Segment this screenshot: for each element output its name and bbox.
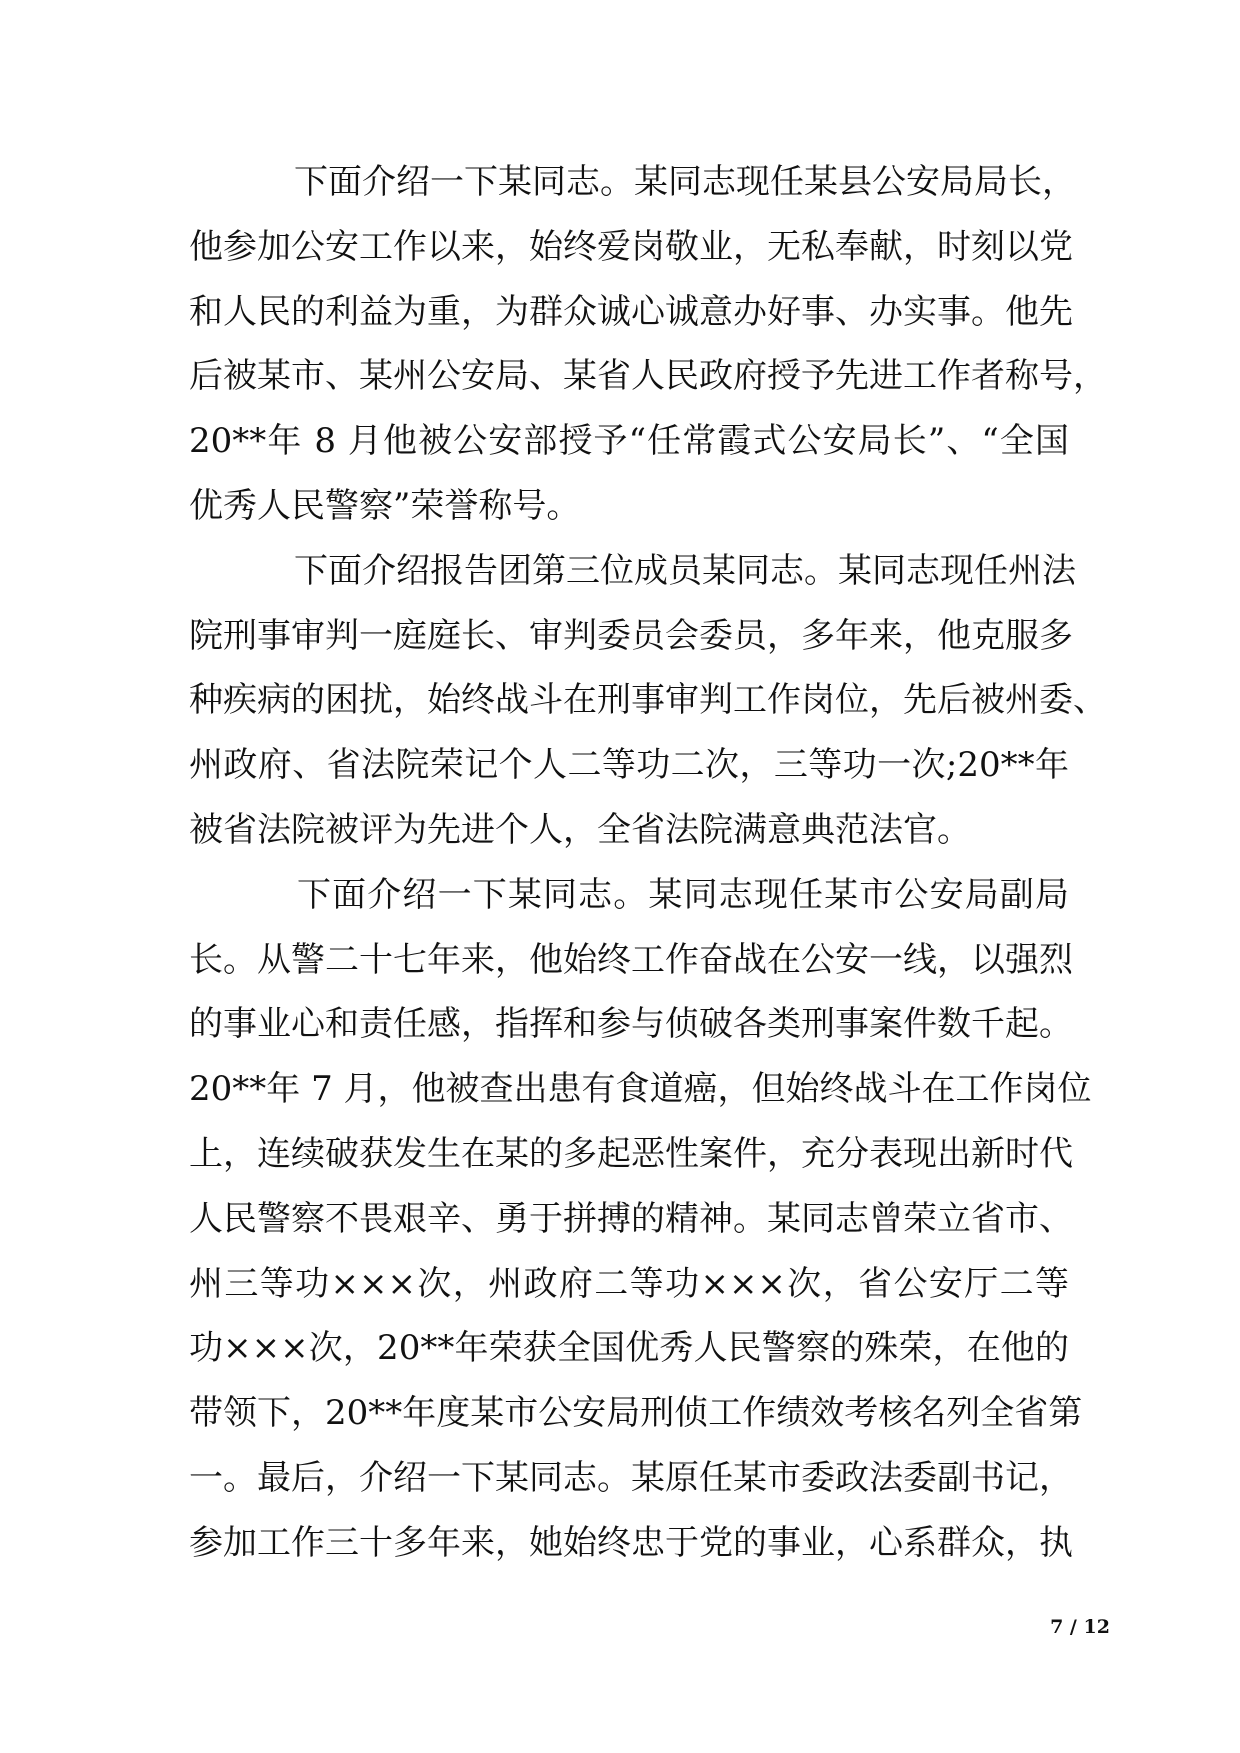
paragraph-line: 人民警察不畏艰辛、勇于拼搏的精神。某同志曾荣立省市、 (189, 1198, 1073, 1239)
paragraph-line: 长。从警二十七年来，他始终工作奋战在公安一线，以强烈 (189, 939, 1073, 980)
page-number: 7 / 12 (1050, 1616, 1110, 1638)
paragraph-line: 参加工作三十多年来，她始终忠于党的事业，心系群众，执 (189, 1522, 1073, 1563)
paragraph-line: 下面介绍一下某同志。某同志现任某市公安局副局 (297, 874, 1069, 915)
paragraph-line: 的事业心和责任感，指挥和参与侦破各类刑事案件数千起。 (189, 1004, 1073, 1045)
body-text (189, 150, 1107, 1576)
paragraph-1 (189, 150, 1107, 539)
paragraph-line: 院刑事审判一庭庭长、审判委员会委员，多年来，他克服多 (189, 615, 1073, 656)
paragraph-line: 州政府、省法院荣记个人二等功二次，三等功一次;20**年 (189, 745, 1069, 786)
paragraph-line: 上，连续破获发生在某的多起恶性案件，充分表现出新时代 (189, 1133, 1073, 1174)
paragraph-line: 一。最后，介绍一下某同志。某原任某市委政法委副书记， (189, 1457, 1073, 1498)
paragraph-3 (189, 863, 1092, 1576)
paragraph-line: 种疾病的困扰，始终战斗在刑事审判工作岗位，先后被州委、 (189, 680, 1107, 721)
paragraph-line: 州三等功×××次，州政府二等功×××次，省公安厅二等 (189, 1263, 1069, 1304)
paragraph-line: 后被某市、某州公安局、某省人民政府授予先进工作者称号， (189, 356, 1107, 397)
paragraph-line: 20**年 7 月，他被查出患有食道癌，但始终战斗在工作岗位 (189, 1069, 1092, 1110)
paragraph-line: 他参加公安工作以来，始终爱岗敬业，无私奉献，时刻以党 (189, 226, 1073, 267)
paragraph-line: 功×××次，20**年荣获全国优秀人民警察的殊荣，在他的 (189, 1328, 1069, 1369)
paragraph-2 (189, 539, 1107, 863)
paragraph-line: 下面介绍报告团第三位成员某同志。某同志现任州法 (294, 550, 1076, 591)
paragraph-line: 带领下，20**年度某市公安局刑侦工作绩效考核名列全省第 (189, 1393, 1083, 1434)
paragraph-line: 和人民的利益为重，为群众诚心诚意办好事、办实事。他先 (189, 291, 1073, 332)
paragraph-line: 20**年 8 月他被公安部授予“任常霞式公安局长”、“全国 (189, 421, 1069, 462)
paragraph-line: 下面介绍一下某同志。某同志现任某县公安局局长， (294, 162, 1076, 202)
paragraph-line: 优秀人民警察”荣誉称号。 (189, 485, 581, 526)
paragraph-line: 被省法院被评为先进个人，全省法院满意典范法官。 (189, 809, 971, 850)
